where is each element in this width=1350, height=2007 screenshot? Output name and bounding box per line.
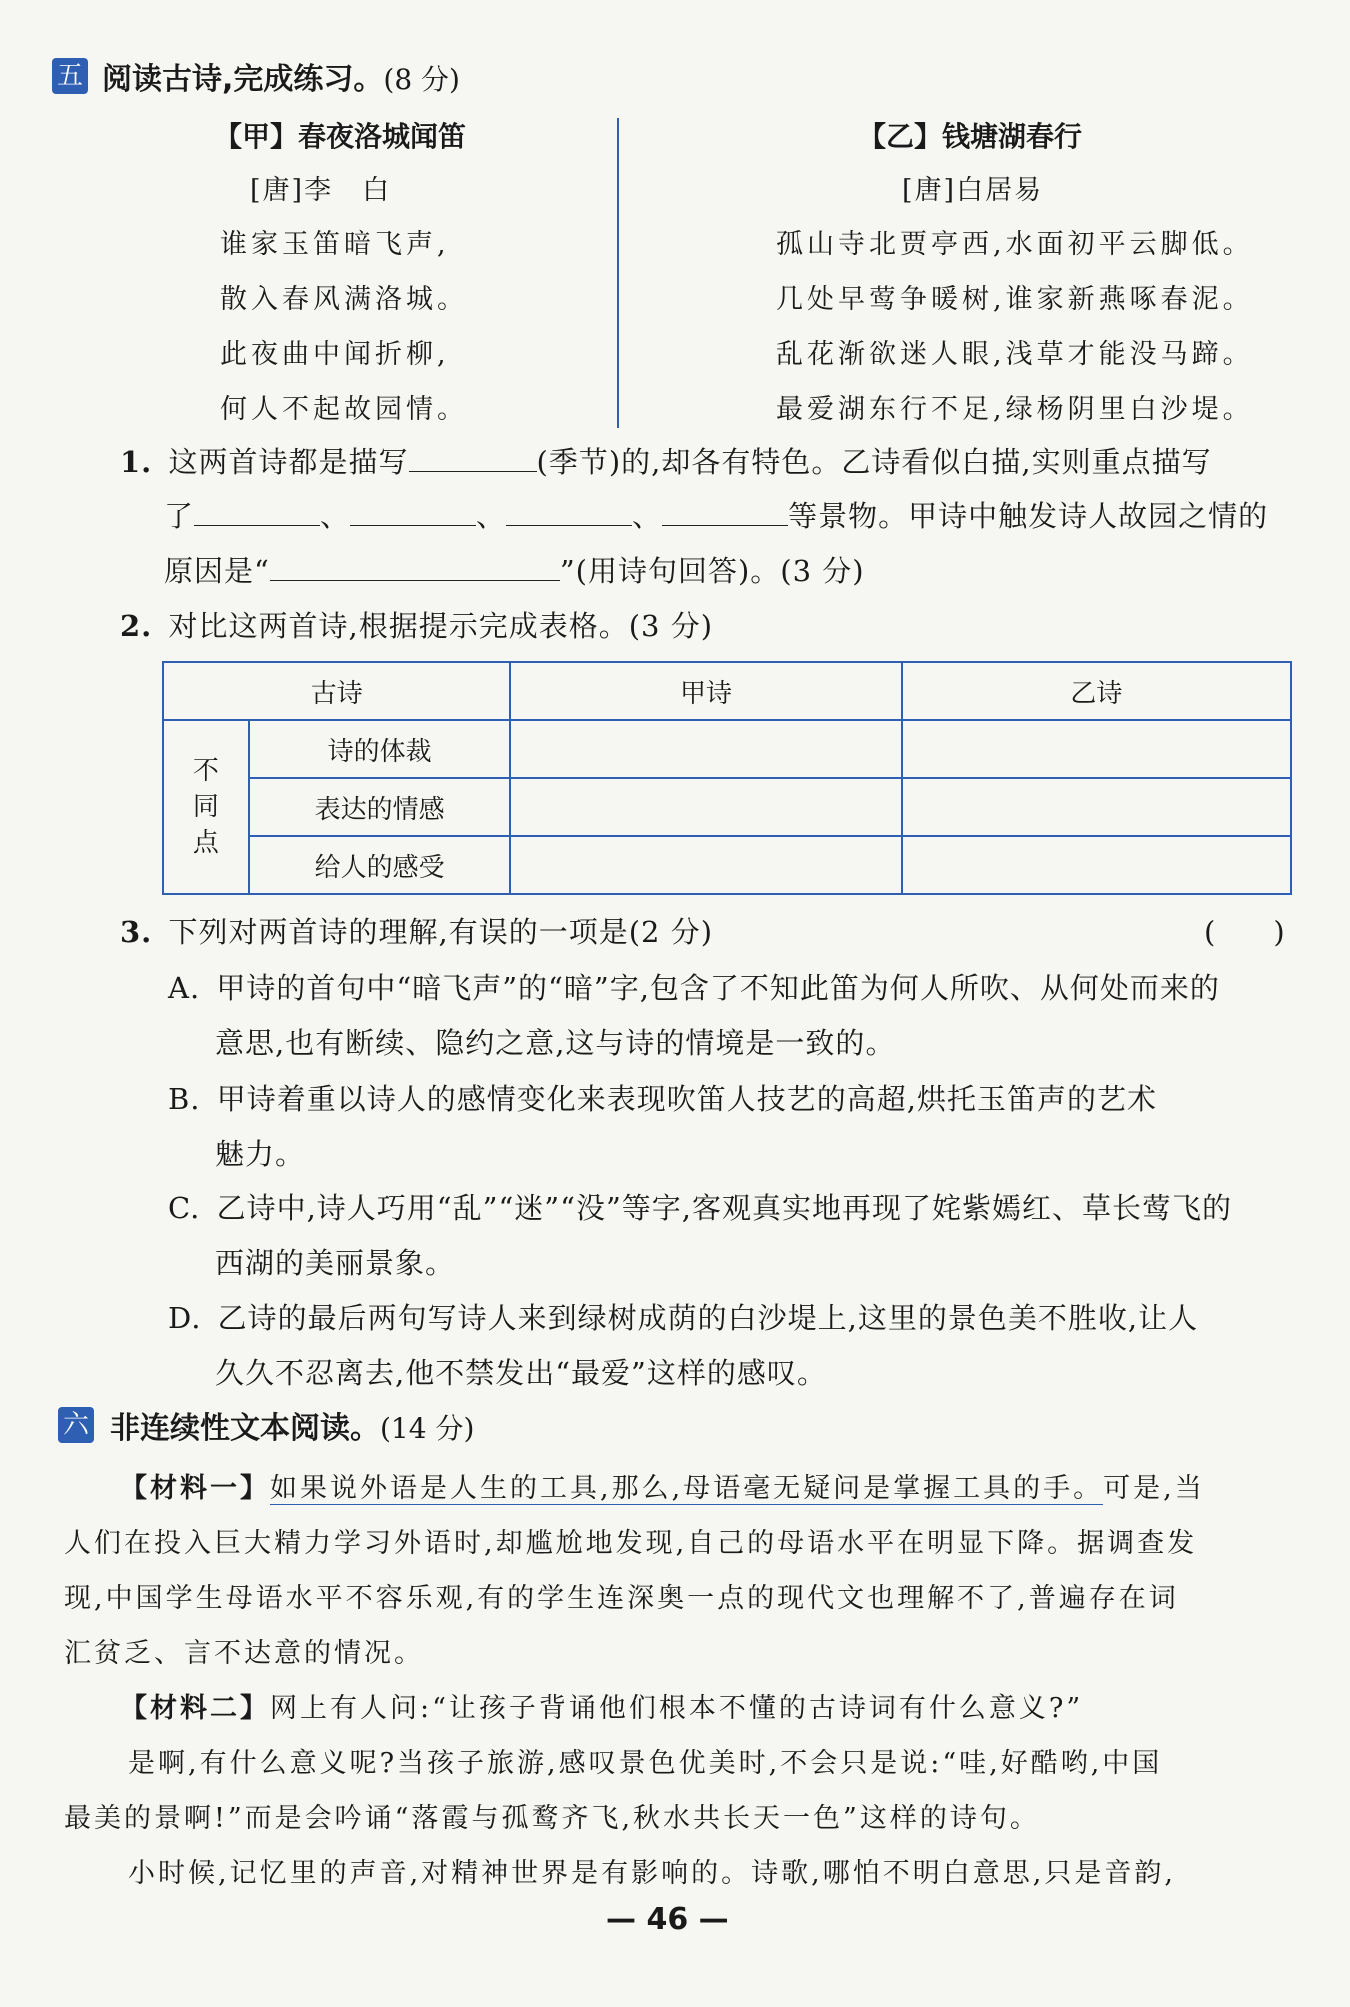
question-1-line-2: [164, 494, 1268, 535]
table-answer-cell[interactable]: [510, 778, 901, 836]
table-answer-cell[interactable]: [902, 778, 1291, 836]
poem-line: 孤山寺北贾亭西,水面初平云脚低。: [776, 229, 1254, 260]
question-1-line-1: [120, 440, 1212, 481]
section-heading: [102, 54, 460, 98]
poem-line: 此夜曲中闻折柳,: [220, 339, 450, 370]
table-answer-cell[interactable]: [902, 836, 1291, 894]
material-2-line-4: 小时候,记忆里的声音,对精神世界是有影响的。诗歌,哪怕不明白意思,只是音韵,: [128, 1858, 1176, 1889]
poem-line: 何人不起故园情。: [220, 394, 468, 425]
page-number: — 46 —: [606, 1902, 729, 1937]
underlined-sentence: 如果说外语是人生的工具,那么,母语毫无疑问是掌握工具的手。: [270, 1473, 1104, 1504]
question-3: [120, 910, 713, 951]
table-group-label: [163, 720, 249, 894]
table-header-cell: 古诗: [163, 662, 510, 720]
separator: 、: [476, 499, 507, 533]
material-1-line-4: 汇贫乏、言不达意的情况。: [64, 1638, 424, 1669]
option-a[interactable]: [168, 966, 1220, 1007]
option-label: D.: [168, 1301, 202, 1335]
table-header-row: [163, 662, 1291, 720]
option-b[interactable]: [168, 1077, 1157, 1118]
material-1-line-2: 人们在投入巨大精力学习外语时,却尴尬地发现,自己的母语水平在明显下降。据调查发: [64, 1528, 1198, 1559]
poem-line: 乱花渐欲迷人眼,浅草才能没马蹄。: [776, 339, 1254, 370]
material-label: 【材料二】: [120, 1693, 270, 1724]
poem-title: 【乙】钱塘湖春行: [858, 120, 1083, 153]
material-label: 【材料一】: [120, 1473, 270, 1504]
table-row: [163, 720, 1291, 778]
question-text: 原因是“: [164, 554, 270, 588]
section-title: 非连续性文本阅读。: [110, 1411, 380, 1446]
question-2: [120, 604, 713, 645]
table-row-label: 表达的情感: [249, 778, 511, 836]
option-a-continued: 意思,也有断续、隐约之意,这与诗的情境是一致的。: [215, 1026, 896, 1060]
answer-blank[interactable]: [506, 499, 632, 526]
table-header-cell: 甲诗: [510, 662, 901, 720]
answer-blank[interactable]: [350, 499, 476, 526]
section-badge: 六: [58, 1407, 94, 1443]
question-text: 等景物。甲诗中触发诗人故园之情的: [788, 499, 1269, 533]
option-text: 乙诗的最后两句写诗人来到绿树成荫的白沙堤上,这里的景色美不胜收,让人: [217, 1301, 1199, 1335]
option-b-continued: 魅力。: [215, 1137, 306, 1171]
answer-blank[interactable]: [194, 499, 320, 526]
question-text: 对比这两首诗,根据提示完成表格。(3 分): [168, 609, 714, 643]
poem-title: 【甲】春夜洛城闻笛: [214, 120, 467, 153]
section-badge: 五: [52, 58, 88, 94]
section-heading: [110, 1403, 474, 1447]
answer-parentheses[interactable]: ( ): [1204, 915, 1285, 949]
body-text: 网上有人问:“让孩子背诵他们根本不懂的古诗词有什么意义?”: [270, 1693, 1084, 1724]
poem-divider: [617, 118, 619, 428]
table-row: [163, 836, 1291, 894]
question-text: 了: [164, 499, 195, 533]
answer-blank[interactable]: [662, 499, 788, 526]
section-title: 阅读古诗,完成练习。: [102, 62, 384, 97]
question-text: (季节)的,却各有特色。乙诗看似白描,实则重点描写: [536, 445, 1212, 479]
group-label-text: 不同点: [192, 756, 219, 858]
material-1-line-1: [120, 1466, 1205, 1505]
table-row-label: 给人的感受: [249, 836, 511, 894]
option-label: B.: [168, 1082, 201, 1116]
separator: 、: [320, 499, 351, 533]
separator: 、: [632, 499, 663, 533]
option-text: 甲诗的首句中“暗飞声”的“暗”字,包含了不知此笛为何人所吹、从何处而来的: [216, 971, 1220, 1005]
question-text: ”(用诗句回答)。(3 分): [559, 554, 865, 588]
question-number: 3.: [120, 915, 153, 949]
poem-line: 最爱湖东行不足,绿杨阴里白沙堤。: [776, 394, 1254, 425]
material-2-line-2: 是啊,有什么意义呢?当孩子旅游,感叹景色优美时,不会只是说:“哇,好酷哟,中国: [128, 1748, 1163, 1779]
table-answer-cell[interactable]: [902, 720, 1291, 778]
option-c[interactable]: [168, 1186, 1232, 1227]
table-answer-cell[interactable]: [510, 720, 901, 778]
poem-author: [唐]白居易: [902, 175, 1044, 206]
answer-blank[interactable]: [409, 445, 537, 472]
material-2-line-3: 最美的景啊!”而是会吟诵“落霞与孤鹜齐飞,秋水共长天一色”这样的诗句。: [64, 1803, 1040, 1834]
option-label: C.: [168, 1191, 201, 1225]
material-1-line-3: 现,中国学生母语水平不容乐观,有的学生连深奥一点的现代文也理解不了,普遍存在词: [64, 1583, 1179, 1614]
answer-blank[interactable]: [270, 554, 560, 581]
comparison-table: [162, 661, 1292, 895]
option-text: 甲诗着重以诗人的感情变化来表现吹笛人技艺的高超,烘托玉笛声的艺术: [216, 1082, 1157, 1116]
section-score: (14 分): [380, 1412, 475, 1445]
poem-line: 几处早莺争暖树,谁家新燕啄春泥。: [776, 284, 1254, 315]
option-text: 乙诗中,诗人巧用“乱”“迷”“没”等字,客观真实地再现了姹紫嫣红、草长莺飞的: [216, 1191, 1232, 1225]
body-text: 可是,当: [1103, 1473, 1205, 1504]
section-score: (8 分): [383, 63, 460, 96]
table-answer-cell[interactable]: [510, 836, 901, 894]
poem-line: 谁家玉笛暗飞声,: [220, 229, 450, 260]
question-number: 1.: [120, 445, 153, 479]
poem-line: 散入春风满洛城。: [220, 284, 468, 315]
option-d-continued: 久久不忍离去,他不禁发出“最爱”这样的感叹。: [215, 1356, 827, 1390]
question-1-line-3: [164, 549, 865, 590]
option-label: A.: [168, 971, 201, 1005]
table-header-cell: 乙诗: [902, 662, 1291, 720]
table-row-label: 诗的体裁: [249, 720, 511, 778]
material-2-line-1: [120, 1686, 1083, 1725]
table-row: [163, 778, 1291, 836]
poem-author: [唐]李 白: [250, 175, 392, 206]
question-text: 下列对两首诗的理解,有误的一项是(2 分): [168, 915, 714, 949]
question-text: 这两首诗都是描写: [168, 445, 409, 479]
option-d[interactable]: [168, 1296, 1198, 1337]
question-number: 2.: [120, 609, 153, 643]
option-c-continued: 西湖的美丽景象。: [215, 1246, 456, 1280]
